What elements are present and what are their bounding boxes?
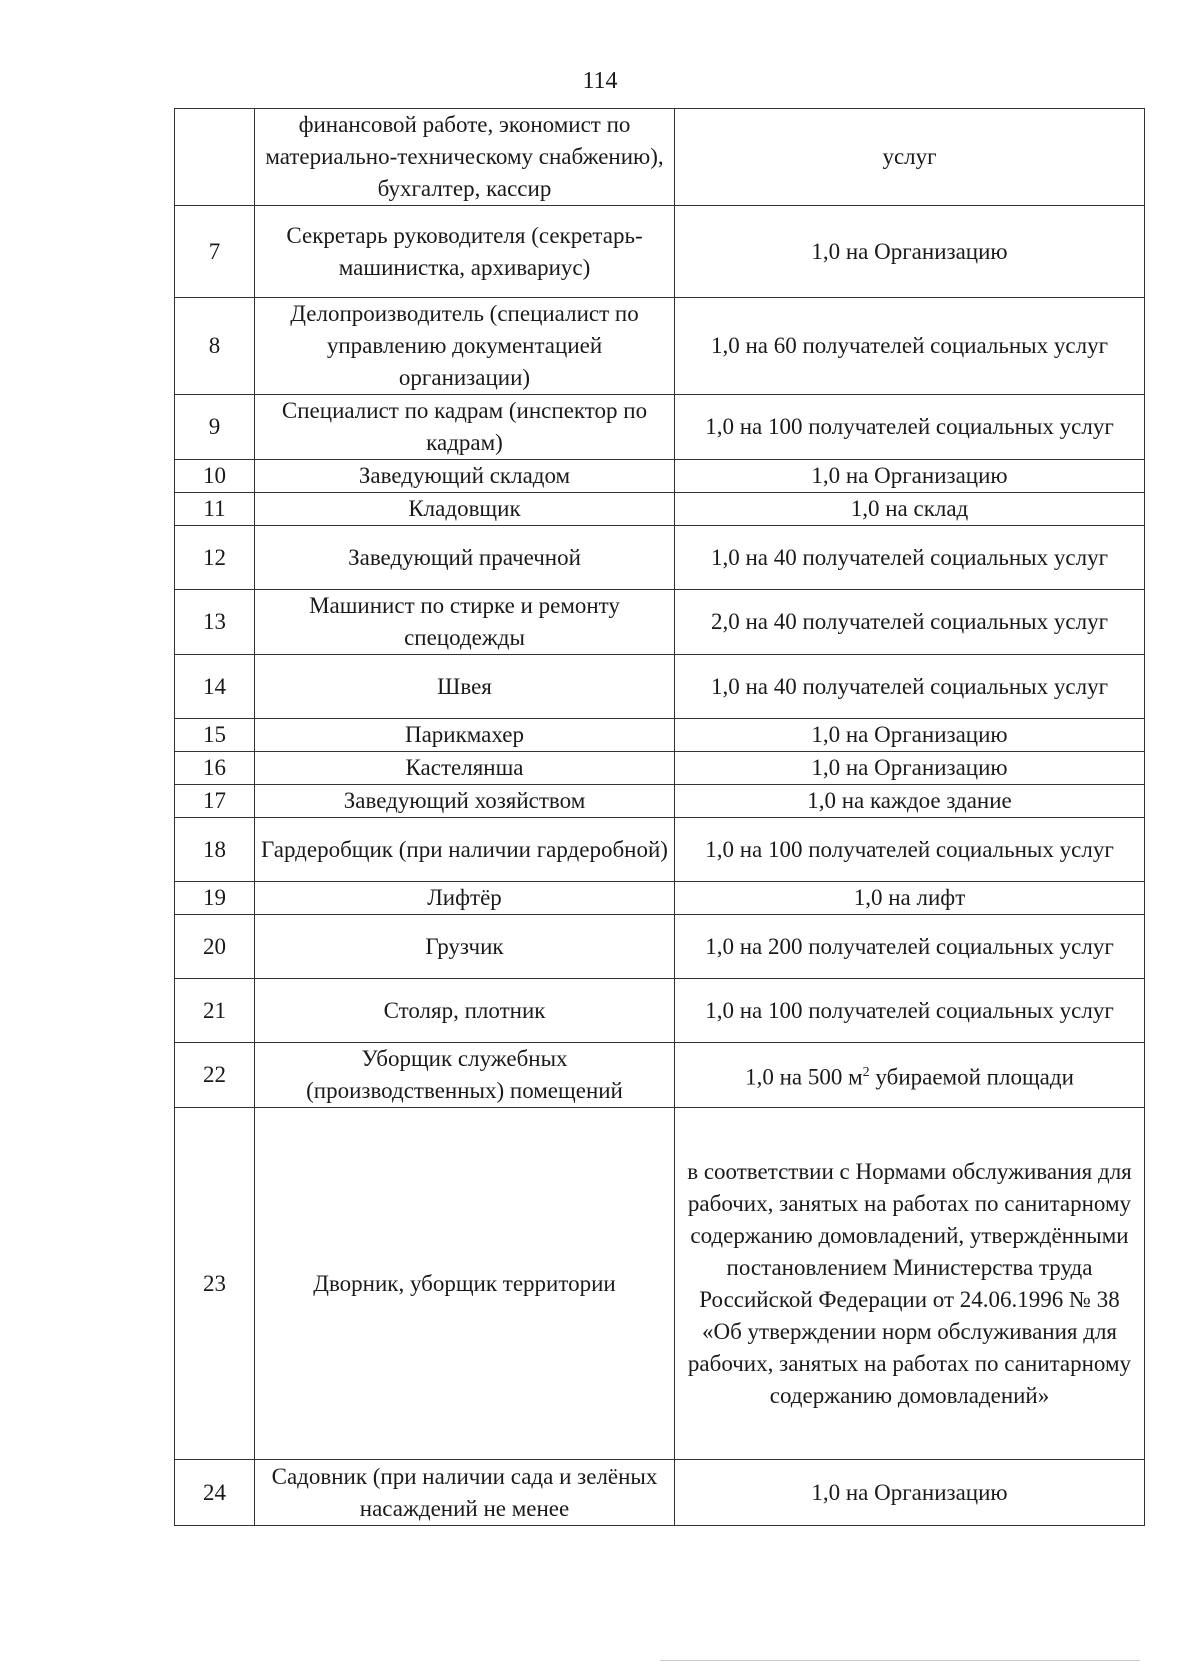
position-cell: Садовник (при наличии сада и зелёных насаждений не менее [255, 1460, 675, 1526]
table-row [175, 979, 1145, 1043]
norm-cell: 1,0 на 200 получателей социальных услуг [675, 915, 1145, 979]
row-number: 21 [175, 979, 255, 1043]
table-row [175, 298, 1145, 395]
row-number: 23 [175, 1108, 255, 1460]
norm-cell: 1,0 на Организацию [675, 460, 1145, 493]
norm-cell: 1,0 на 60 получателей социальных услуг [675, 298, 1145, 395]
row-number: 14 [175, 655, 255, 719]
position-cell: Дворник, уборщик территории [255, 1108, 675, 1460]
position-cell: Заведующий складом [255, 460, 675, 493]
position-cell: финансовой работе, экономист по материально-техническому снабжению), бухгалтер, кассир [255, 109, 675, 206]
position-cell: Лифтёр [255, 882, 675, 915]
row-number: 13 [175, 590, 255, 655]
row-number [175, 109, 255, 206]
position-cell: Гардеробщик (при наличии гардеробной) [255, 818, 675, 882]
page-number: 114 [582, 68, 618, 94]
norm-cell [675, 1043, 1145, 1108]
row-number: 9 [175, 395, 255, 460]
position-cell: Парикмахер [255, 719, 675, 752]
row-number: 20 [175, 915, 255, 979]
norm-cell: 1,0 на Организацию [675, 719, 1145, 752]
position-cell: Специалист по кадрам (инспектор по кадрам) [255, 395, 675, 460]
position-cell: Машинист по стирке и ремонту спецодежды [255, 590, 675, 655]
norm-cell: 1,0 на Организацию [675, 1460, 1145, 1526]
footer-divider [660, 1660, 1140, 1661]
row-number: 18 [175, 818, 255, 882]
position-cell: Кастелянша [255, 752, 675, 785]
norm-cell: 1,0 на 40 получателей социальных услуг [675, 526, 1145, 590]
table-row [175, 818, 1145, 882]
table-row [175, 752, 1145, 785]
norm-cell: 1,0 на 40 получателей социальных услуг [675, 655, 1145, 719]
position-cell: Заведующий хозяйством [255, 785, 675, 818]
row-number: 17 [175, 785, 255, 818]
table-row [175, 395, 1145, 460]
row-number: 19 [175, 882, 255, 915]
position-cell: Грузчик [255, 915, 675, 979]
position-cell: Уборщик служебных (производственных) помещений [255, 1043, 675, 1108]
table-row [175, 915, 1145, 979]
norm-cell: 1,0 на склад [675, 493, 1145, 526]
norm-cell: 1,0 на лифт [675, 882, 1145, 915]
table-row [175, 1460, 1145, 1526]
row-number: 7 [175, 206, 255, 298]
table-row [175, 1043, 1145, 1108]
table-row [175, 1108, 1145, 1460]
norm-cell: 1,0 на Организацию [675, 752, 1145, 785]
table-row [175, 590, 1145, 655]
norm-cell: 1,0 на 100 получателей социальных услуг [675, 979, 1145, 1043]
norm-cell: в соответствии с Нормами обслуживания для рабочих, занятых на работах по санитарному содержанию домовладений, утверждёнными постановлением Министерства труда Российской Федерации от 24.06.1996 № 38 «Об утверждении норм обслуживания для рабочих, занятых на работах по санитарному содержанию домовладений» [675, 1108, 1145, 1460]
row-number: 16 [175, 752, 255, 785]
row-number: 10 [175, 460, 255, 493]
superscript-two: 2 [862, 1064, 870, 1080]
row-number: 15 [175, 719, 255, 752]
table-row [175, 882, 1145, 915]
row-number: 11 [175, 493, 255, 526]
position-cell: Швея [255, 655, 675, 719]
table-row [175, 526, 1145, 590]
table-row [175, 655, 1145, 719]
table-row [175, 109, 1145, 206]
row-number: 12 [175, 526, 255, 590]
position-cell: Кладовщик [255, 493, 675, 526]
norm-cell: 1,0 на Организацию [675, 206, 1145, 298]
row-number: 24 [175, 1460, 255, 1526]
table-row [175, 206, 1145, 298]
table-row [175, 460, 1145, 493]
norm-cell: 2,0 на 40 получателей социальных услуг [675, 590, 1145, 655]
norm-cell: услуг [675, 109, 1145, 206]
position-cell: Столяр, плотник [255, 979, 675, 1043]
table-row [175, 719, 1145, 752]
norm-cell: 1,0 на каждое здание [675, 785, 1145, 818]
norm-text-tail: убираемой площади [869, 1064, 1074, 1090]
position-cell: Секретарь руководителя (секретарь-машинистка, архивариус) [255, 206, 675, 298]
norm-cell: 1,0 на 100 получателей социальных услуг [675, 818, 1145, 882]
norm-cell: 1,0 на 100 получателей социальных услуг [675, 395, 1145, 460]
staffing-norms-table [174, 108, 1145, 1526]
position-cell: Заведующий прачечной [255, 526, 675, 590]
table-row [175, 785, 1145, 818]
position-cell: Делопроизводитель (специалист по управлению документацией организации) [255, 298, 675, 395]
row-number: 22 [175, 1043, 255, 1108]
norm-text: 1,0 на 500 м [745, 1064, 863, 1090]
row-number: 8 [175, 298, 255, 395]
table-row [175, 493, 1145, 526]
